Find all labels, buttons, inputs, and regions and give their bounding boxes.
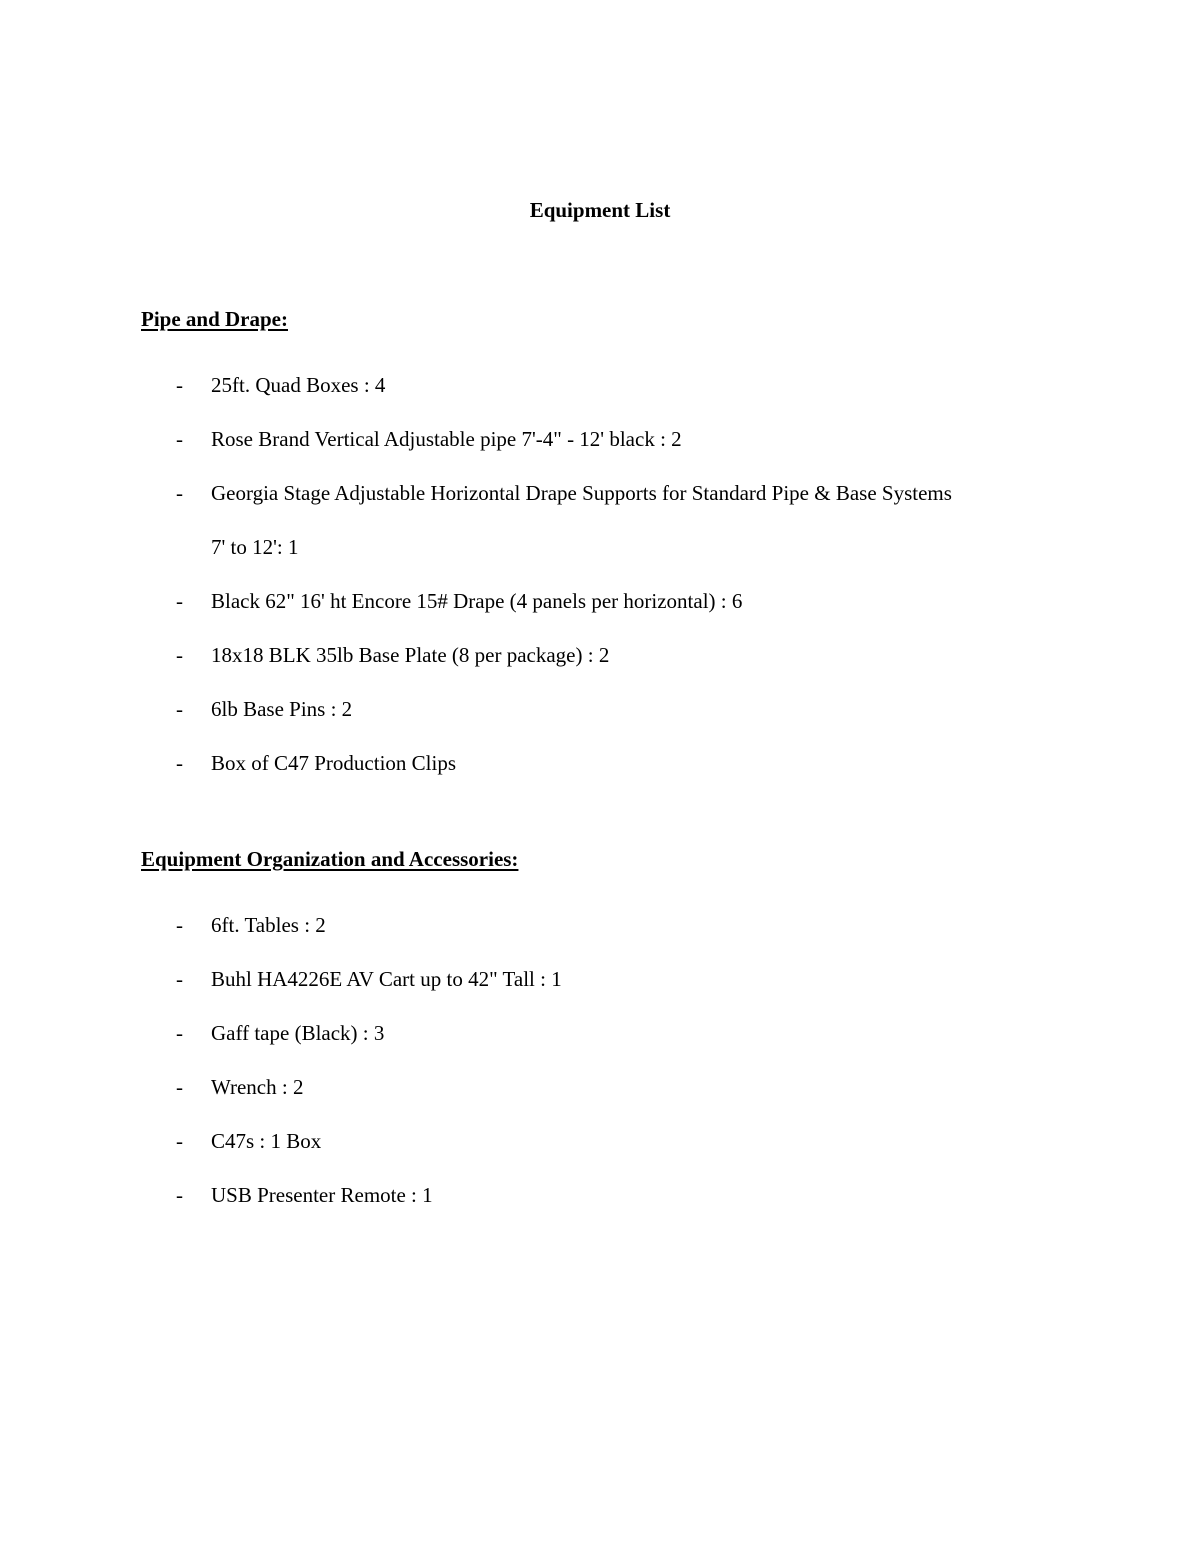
list-item bbox=[0, 1060, 1061, 1114]
bullet-dash: - bbox=[176, 427, 183, 451]
list-item-text: Rose Brand Vertical Adjustable pipe 7'-4" - 12' black : 2 bbox=[211, 427, 682, 451]
list-item bbox=[0, 1168, 1061, 1222]
list-item bbox=[0, 466, 1061, 574]
list-item-text: Georgia Stage Adjustable Horizontal Drape Supports for Standard Pipe & Base Systems 7' to 12': 1 bbox=[211, 481, 952, 559]
list-item bbox=[0, 952, 1061, 1006]
document-title: Equipment List bbox=[529, 198, 671, 222]
bullet-dash: - bbox=[176, 697, 183, 721]
list-item bbox=[0, 358, 1061, 412]
bullet-dash: - bbox=[176, 1129, 183, 1153]
bullet-dash: - bbox=[176, 751, 183, 775]
list-item bbox=[0, 628, 1061, 682]
bullet-dash: - bbox=[176, 373, 183, 397]
list-item bbox=[0, 574, 1061, 628]
list-item-text: Buhl HA4226E AV Cart up to 42" Tall : 1 bbox=[211, 967, 562, 991]
list-item-text: 25ft. Quad Boxes : 4 bbox=[211, 373, 386, 397]
list-item-text: Black 62" 16' ht Encore 15# Drape (4 panels per horizontal) : 6 bbox=[211, 589, 743, 613]
bullet-dash: - bbox=[176, 1075, 183, 1099]
pipe-and-drape-list bbox=[0, 358, 1061, 790]
section-heading-pipe-and-drape: Pipe and Drape: bbox=[141, 307, 288, 331]
list-item-text: USB Presenter Remote : 1 bbox=[211, 1183, 433, 1207]
bullet-dash: - bbox=[176, 481, 183, 505]
list-item-text: 18x18 BLK 35lb Base Plate (8 per package) : 2 bbox=[211, 643, 610, 667]
list-item bbox=[0, 736, 1061, 790]
list-item-text: 6ft. Tables : 2 bbox=[211, 913, 326, 937]
bullet-dash: - bbox=[176, 589, 183, 613]
list-item-text: Wrench : 2 bbox=[211, 1075, 304, 1099]
bullet-dash: - bbox=[176, 1183, 183, 1207]
list-item-text: Gaff tape (Black) : 3 bbox=[211, 1021, 385, 1045]
bullet-dash: - bbox=[176, 967, 183, 991]
list-item-text: C47s : 1 Box bbox=[211, 1129, 322, 1153]
equipment-organization-list bbox=[0, 898, 1061, 1222]
list-item bbox=[0, 898, 1061, 952]
bullet-dash: - bbox=[176, 1021, 183, 1045]
list-item bbox=[0, 682, 1061, 736]
list-item bbox=[0, 1114, 1061, 1168]
list-item bbox=[0, 412, 1061, 466]
section-heading-equipment-organization: Equipment Organization and Accessories: bbox=[141, 847, 519, 871]
list-item-text: 6lb Base Pins : 2 bbox=[211, 697, 353, 721]
bullet-dash: - bbox=[176, 643, 183, 667]
list-item bbox=[0, 1006, 1061, 1060]
bullet-dash: - bbox=[176, 913, 183, 937]
list-item-text: Box of C47 Production Clips bbox=[211, 751, 457, 775]
